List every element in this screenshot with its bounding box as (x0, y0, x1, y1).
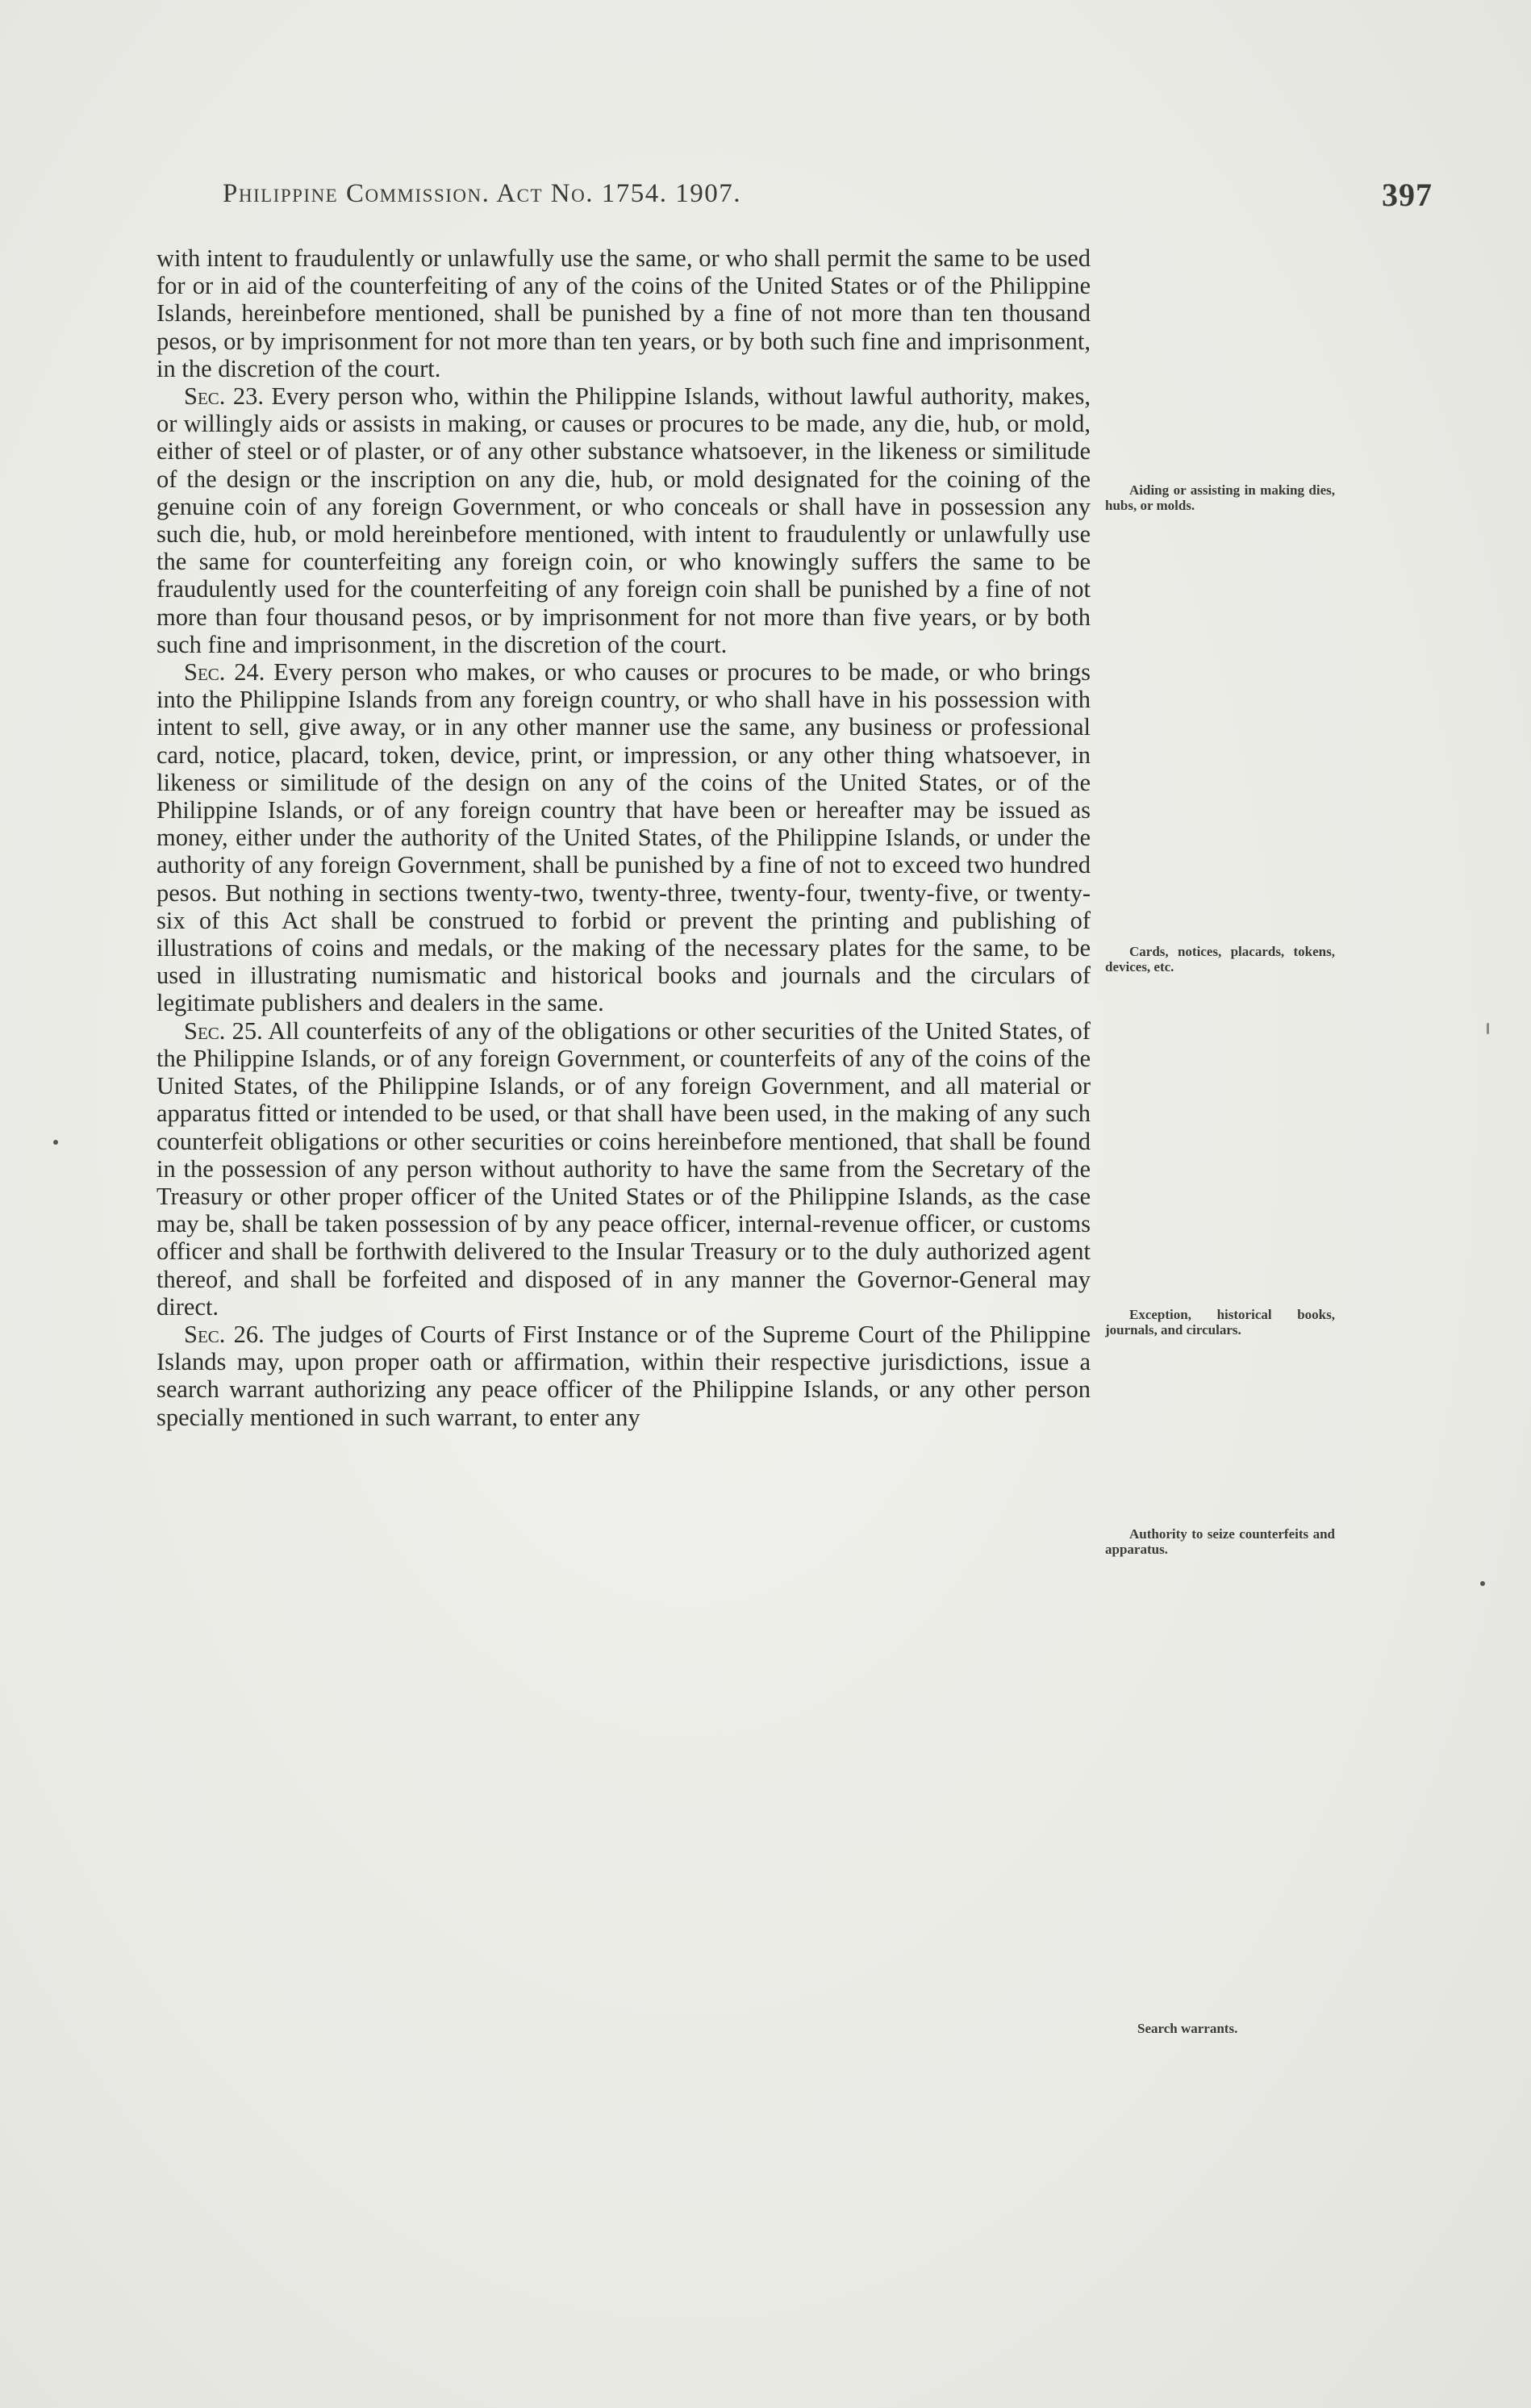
running-title: Philippine Commission. Act No. 1754. 1907. (223, 179, 741, 208)
paragraph-text: with intent to fraudulently or unlawfully use the same, or who shall permit the same to be used for or in aid of the counterfeiting of any of the coins of the United States or of the Philippine Islands, hereinbefore mentioned, shall be punished by a fine of not more than ten thousand pesos, or by imprisonment for not more than ten years, or by both such fine and imprisonment, in the discretion of the court. (156, 244, 1091, 382)
margin-note-exception-books: Exception, historical books, journals, and circulars. (1105, 1307, 1335, 1338)
section-26-paragraph (156, 1321, 1091, 1431)
ink-speck (1480, 1581, 1485, 1586)
paragraph-text: All counterfeits of any of the obligations or other securities of the United States, of the Philippine Islands, or of any foreign Government, or counterfeits of any of the coins of the United States, of the Philippine Islands, or of any foreign Government, and all material or apparatus fitted or intended to be used, or that shall have been used, in the making of any such counterfeit obligations or other securities or coins hereinbefore mentioned, that shall be found in the possession of any person without authority to have the same from the Secretary of the Treasury or other proper officer of the United States or of the Philippine Islands, as the case may be, shall be taken possession of by any peace officer, internal-revenue officer, or customs officer and shall be forthwith delivered to the Insular Treasury or to the duly authorized agent thereof, and shall be forfeited and disposed of in any manner the Governor-General may direct. (156, 1016, 1091, 1321)
paragraph-text: The judges of Courts of First Instance or of the Supreme Court of the Philippine Islands may, upon proper oath or affirmation, within their respective jurisdictions, issue a search warrant authorizing any peace officer of the Philippine Islands, or any other person specially mentioned in such warrant, to enter any (156, 1320, 1091, 1431)
paragraph-continuation (156, 244, 1091, 382)
section-number: Sec. 23. (184, 382, 264, 411)
margin-note-dies-hubs-molds: Aiding or assisting in making dies, hubs, or molds. (1105, 482, 1335, 513)
ink-speck (53, 1140, 58, 1145)
margin-note-seize-counterfeits: Authority to seize counterfeits and apparatus. (1105, 1526, 1335, 1557)
section-25-paragraph (156, 1017, 1091, 1321)
section-24-paragraph (156, 658, 1091, 1017)
body-text (156, 244, 1091, 1431)
section-number: Sec. 26. (184, 1320, 265, 1348)
page-header (223, 179, 1433, 219)
section-number: Sec. 25. (184, 1016, 263, 1045)
paragraph-text: Every person who, within the Philippine Islands, without lawful authority, makes, or willingly aids or assists in making, or causes or procures to be made, any die, hub, or mold, either of steel or of plaster, or of any other substance whatsoever, in the likeness or similitude of the design or the inscription on any die, hub, or mold designated for the coining of the genuine coin of any foreign Government, or who conceals or shall have in possession any such die, hub, or mold hereinbefore mentioned, with intent to fraudulently or unlawfully use the same for counterfeiting any foreign coin, or who knowingly suffers the same to be fraudulently used for the counterfeiting of any foreign coin shall be punished by a fine of not more than four thousand pesos, or by imprisonment for not more than five years, or by both such fine and imprisonment, in the discretion of the court. (156, 382, 1091, 658)
page-number: 397 (1382, 177, 1433, 213)
paragraph-text: Every person who makes, or who causes or procures to be made, or who brings into the Philippine Islands from any foreign country, or who shall have in his possession with intent to sell, give away, or in any other manner use the same, any business or professional card, notice, placard, token, device, print, or impression, or any other thing whatsoever, in likeness or similitude of the design on any of the coins of the United States, or of the Philippine Islands, or of any foreign country that have been or hereafter may be issued as money, either under the authority of the United States, of the Philippine Islands, or under the authority of any foreign Government, shall be punished by a fine of not to exceed two hundred pesos. But nothing in sections twenty-two, twenty-three, twenty-four, twenty-five, or twenty-six of this Act shall be construed to forbid or prevent the printing and publishing of illustrations of coins and medals, or the making of the necessary plates for the same, to be used in illustrating numismatic and historical books and journals and the circulars of legitimate publishers and dealers in the same. (156, 658, 1091, 1017)
margin-note-cards-notices: Cards, notices, placards, tokens, devices, etc. (1105, 944, 1335, 974)
ink-mark (1487, 1023, 1489, 1034)
section-number: Sec. 24. (184, 658, 265, 687)
section-23-paragraph (156, 382, 1091, 658)
margin-note-search-warrants: Search warrants. (1137, 2021, 1238, 2036)
